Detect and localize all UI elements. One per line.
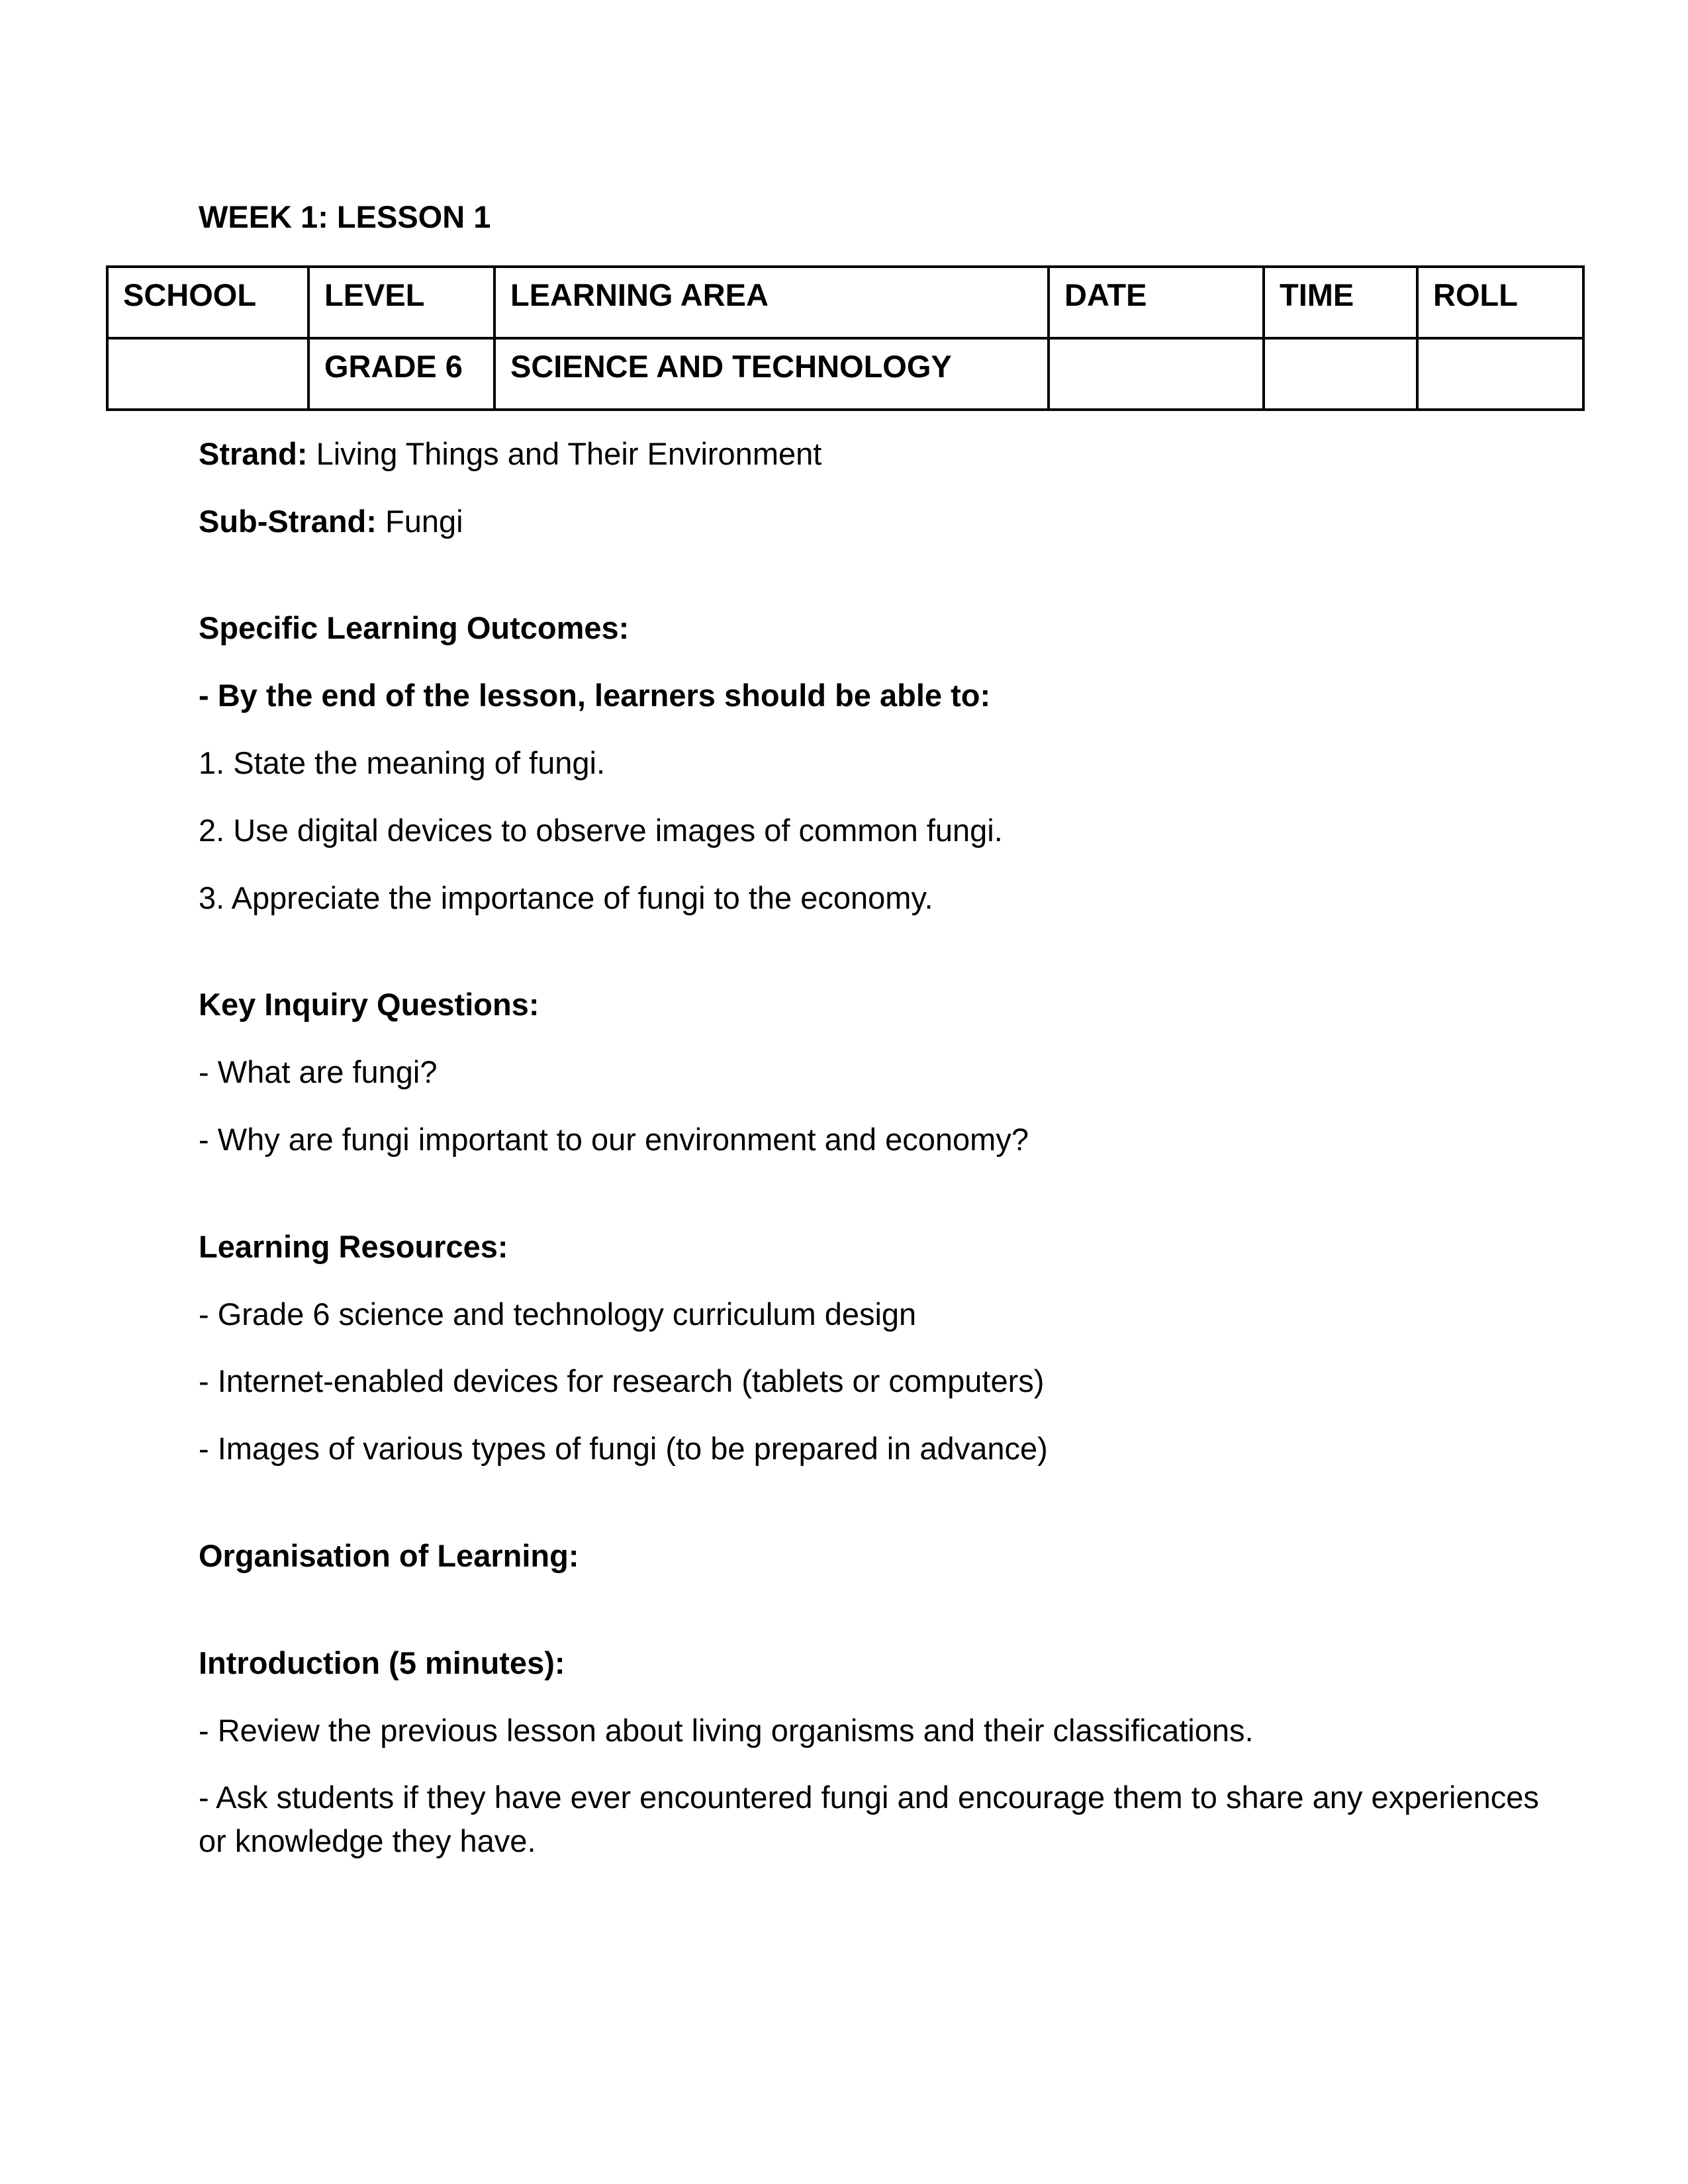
header-cell-school: SCHOOL	[107, 267, 308, 338]
header-cell-date: DATE	[1049, 267, 1264, 338]
resource-item: - Grade 6 science and technology curriculum design	[199, 1296, 917, 1332]
header-cell-learning-area: LEARNING AREA	[494, 267, 1049, 338]
header-cell-roll: ROLL	[1417, 267, 1583, 338]
value-cell-time	[1264, 338, 1417, 410]
value-cell-learning-area: SCIENCE AND TECHNOLOGY	[494, 338, 1049, 410]
outcome-item: 2. Use digital devices to observe images of common fungi.	[199, 812, 1003, 848]
value-cell-roll	[1417, 338, 1583, 410]
value-cell-date	[1049, 338, 1264, 410]
value-cell-school	[107, 338, 308, 410]
strand-label: Strand:	[199, 435, 308, 471]
outcomes-intro: - By the end of the lesson, learners should be able to:	[199, 678, 991, 713]
strand-line	[199, 432, 1569, 476]
outcome-item: 1. State the meaning of fungi.	[199, 745, 606, 780]
inquiry-item: - Why are fungi important to our environment and economy?	[199, 1121, 1029, 1157]
header-cell-time: TIME	[1264, 267, 1417, 338]
inquiry-item: - What are fungi?	[199, 1054, 438, 1090]
outcomes-heading: Specific Learning Outcomes:	[199, 610, 630, 646]
strand-value: Living Things and Their Environment	[316, 435, 822, 471]
header-cell-level: LEVEL	[308, 267, 494, 338]
resource-item: - Internet-enabled devices for research (tablets or computers)	[199, 1363, 1045, 1399]
substrand-value: Fungi	[385, 503, 463, 539]
page-title: WEEK 1: LESSON 1	[199, 199, 491, 234]
substrand-label: Sub-Strand:	[199, 503, 377, 539]
resources-heading: Learning Resources:	[199, 1228, 508, 1264]
resource-item: - Images of various types of fungi (to be prepared in advance)	[199, 1431, 1048, 1467]
lesson-info-table	[106, 265, 1585, 411]
outcome-item: 3. Appreciate the importance of fungi to the economy.	[199, 880, 933, 915]
substrand-line	[199, 500, 1569, 543]
introduction-item: - Ask students if they have ever encountered fungi and encourage them to share any experiences or knowledge they have.	[199, 1780, 1539, 1859]
table-header-row	[107, 267, 1583, 338]
table-value-row	[107, 338, 1583, 410]
inquiry-heading: Key Inquiry Questions:	[199, 987, 539, 1023]
organisation-heading: Organisation of Learning:	[199, 1537, 579, 1573]
introduction-item: - Review the previous lesson about living organisms and their classifications.	[199, 1712, 1254, 1748]
introduction-heading: Introduction (5 minutes):	[199, 1645, 565, 1680]
value-cell-level: GRADE 6	[308, 338, 494, 410]
